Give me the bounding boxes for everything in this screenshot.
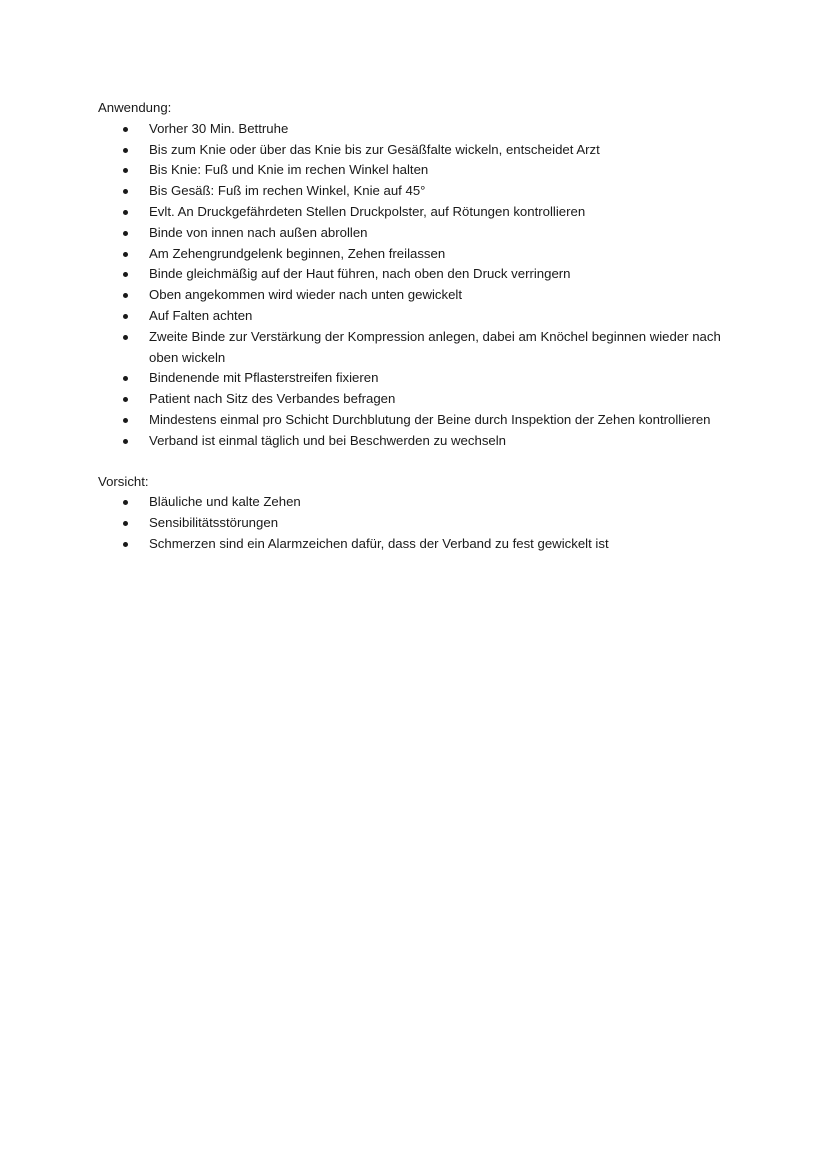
bullet-icon — [123, 439, 128, 444]
bullet-icon — [123, 397, 128, 402]
bullet-list — [98, 119, 738, 452]
list-item — [98, 202, 738, 223]
bullet-icon — [123, 168, 128, 173]
bullet-icon — [123, 252, 128, 257]
list-item — [98, 389, 738, 410]
list-item — [98, 223, 738, 244]
list-item — [98, 492, 738, 513]
list-item — [98, 534, 738, 555]
bullet-icon — [123, 335, 128, 340]
list-item — [98, 264, 738, 285]
list-item-text: Bis zum Knie oder über das Knie bis zur Gesäßfalte wickeln, entscheidet Arzt — [149, 141, 600, 157]
bullet-icon — [123, 521, 128, 526]
list-item — [98, 327, 738, 369]
bullet-icon — [123, 127, 128, 132]
list-item-text: Oben angekommen wird wieder nach unten gewickelt — [149, 287, 463, 303]
list-item-text: Mindestens einmal pro Schicht Durchblutung der Beine durch Inspektion der Zehen kontrollieren — [149, 411, 711, 427]
section-heading: Vorsicht: — [98, 473, 149, 489]
list-item-text: Bis Knie: Fuß und Knie im rechen Winkel halten — [149, 162, 429, 178]
bullet-icon — [123, 210, 128, 215]
bullet-icon — [123, 272, 128, 277]
list-item — [98, 368, 738, 389]
document-content — [98, 98, 738, 555]
list-item — [98, 160, 738, 181]
list-item-text: Bläuliche und kalte Zehen — [149, 494, 301, 510]
list-item-text: Bis Gesäß: Fuß im rechen Winkel, Knie auf 45° — [149, 183, 426, 199]
section-anwendung — [98, 98, 738, 452]
list-item — [98, 181, 738, 202]
bullet-list — [98, 492, 738, 554]
list-item-text: Evlt. An Druckgefährdeten Stellen Druckpolster, auf Rötungen kontrollieren — [149, 203, 586, 219]
list-item — [98, 306, 738, 327]
list-item-text: Verband ist einmal täglich und bei Beschwerden zu wechseln — [149, 432, 507, 448]
bullet-icon — [123, 231, 128, 236]
bullet-icon — [123, 418, 128, 423]
list-item-text: Vorher 30 Min. Bettruhe — [149, 120, 289, 136]
bullet-icon — [123, 189, 128, 194]
list-item-text: Binde gleichmäßig auf der Haut führen, nach oben den Druck verringern — [149, 266, 571, 282]
bullet-icon — [123, 293, 128, 298]
bullet-icon — [123, 542, 128, 547]
list-item — [98, 119, 738, 140]
list-item — [98, 513, 738, 534]
section-vorsicht — [98, 472, 738, 555]
bullet-icon — [123, 314, 128, 319]
list-item — [98, 285, 738, 306]
section-heading: Anwendung: — [98, 100, 172, 115]
list-item-text: Auf Falten achten — [149, 307, 253, 323]
list-item-text: Am Zehengrundgelenk beginnen, Zehen freilassen — [149, 245, 446, 261]
bullet-icon — [123, 376, 128, 381]
list-item — [98, 244, 738, 265]
list-item — [98, 410, 738, 431]
bullet-icon — [123, 148, 128, 153]
list-item-text: Sensibilitätsstörungen — [149, 515, 279, 531]
list-item-text: Zweite Binde zur Verstärkung der Kompression anlegen, dabei am Knöchel beginnen wieder nach oben wickeln — [149, 328, 721, 365]
list-item-text: Schmerzen sind ein Alarmzeichen dafür, dass der Verband zu fest gewickelt ist — [149, 535, 609, 551]
list-item-text: Patient nach Sitz des Verbandes befragen — [149, 391, 396, 407]
list-item — [98, 140, 738, 161]
list-item-text: Binde von innen nach außen abrollen — [149, 224, 368, 240]
list-item-text: Bindenende mit Pflasterstreifen fixieren — [149, 370, 379, 386]
list-item — [98, 431, 738, 452]
bullet-icon — [123, 500, 128, 505]
